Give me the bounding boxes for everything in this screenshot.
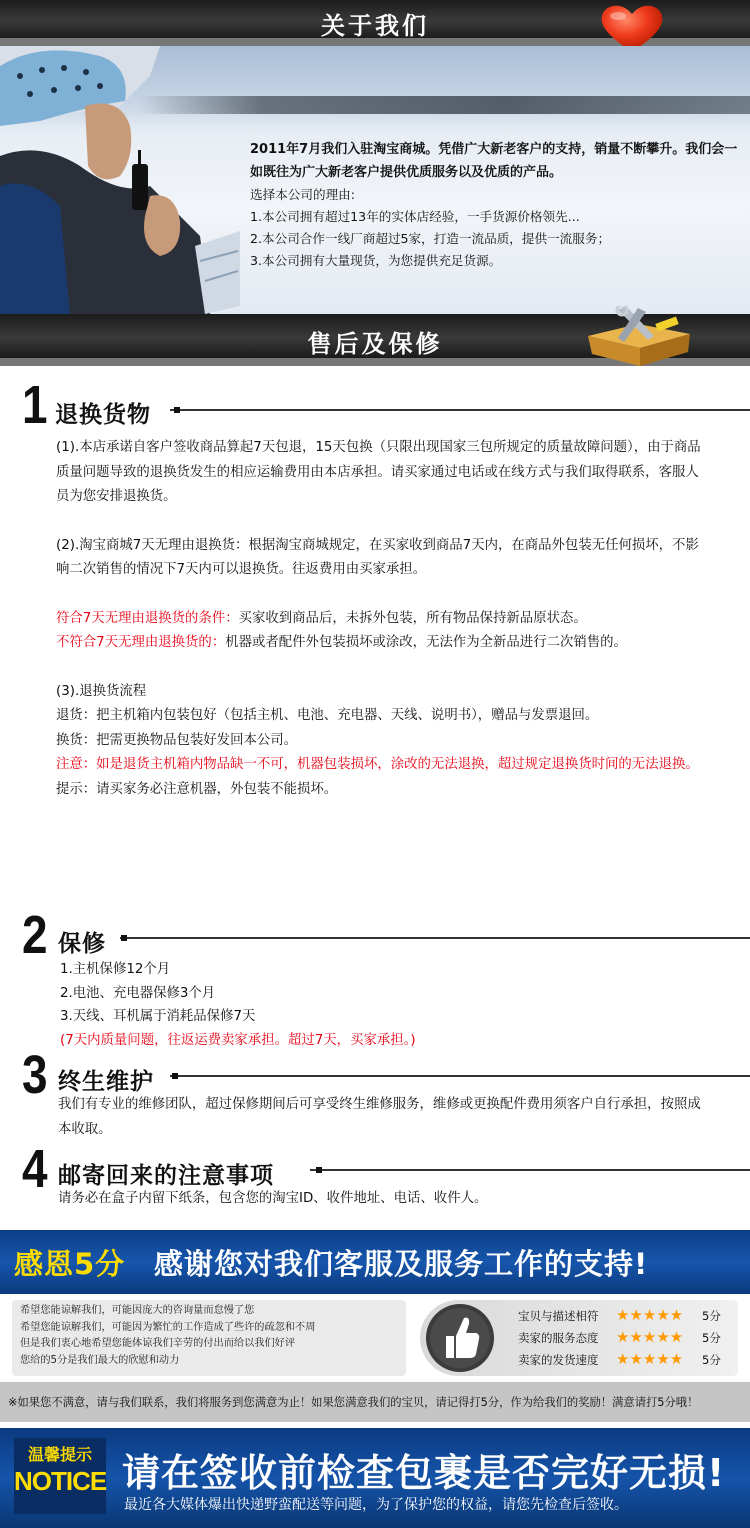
notice-badge-en: NOTICE bbox=[14, 1466, 107, 1496]
notice-badge bbox=[14, 1438, 106, 1514]
toolbox-icon bbox=[578, 306, 696, 366]
returns-policy-p1: (1).本店承诺自客户签收商品算起7天包退，15天包换（只限出现国家三包所规定的质量故障问题），由于商品质量问题导致的退换货发生的相应运输费用由本店承担。请买家通过电话或在线方式与我们取得联系，客服人员为您安排退换货。 bbox=[56, 440, 701, 504]
rating-row-description bbox=[518, 1306, 733, 1326]
notice-banner bbox=[0, 1428, 750, 1528]
warranty-note: (7天内质量问题，往返运费卖家承担。超过7天，买家承担。) bbox=[60, 1032, 416, 1048]
section-2-number: 2 bbox=[22, 905, 48, 965]
section-2-title: 保修 bbox=[58, 925, 110, 958]
star-rating-icon: ★★★★★ bbox=[616, 1350, 684, 1368]
rating-row-service bbox=[518, 1328, 733, 1348]
returns-process-exchange: 换货：把需更换物品包装好发回本公司。 bbox=[56, 732, 298, 748]
section-2-body bbox=[60, 958, 700, 1052]
section-3-body: 我们有专业的维修团队，超过保修期间后可享受终生维修服务，维修或更换配件费用须客户自行承担，按照成本收取。 bbox=[58, 1097, 701, 1137]
satisfaction-notice-strip bbox=[0, 1382, 750, 1422]
apology-line-3: 但是我们衷心地希望您能体谅我们辛劳的付出而给以我们好评 bbox=[20, 1338, 296, 1349]
reason-3: 3.本公司拥有大量现货，为您提供充足货源。 bbox=[250, 253, 502, 268]
rating-score: 5分 bbox=[702, 1353, 721, 1367]
reason-1: 1.本公司拥有超过13年的实体店经验，一手货源价格领先... bbox=[250, 209, 580, 224]
condition-no-label: 不符合7天无理由退换货的： bbox=[56, 635, 226, 650]
returns-process-note: 注意：如是退货主机箱内物品缺一不可，机器包装损坏，涂改的无法退换，超过规定退换货时间的无法退换。 bbox=[56, 757, 699, 772]
section-3-number: 3 bbox=[22, 1045, 48, 1105]
apology-line-2: 希望您能谅解我们，可能因为繁忙的工作造成了些许的疏忽和不周 bbox=[20, 1321, 316, 1333]
reasons-title: 选择本公司的理由: bbox=[250, 187, 355, 202]
notice-badge-cn: 温馨提示 bbox=[27, 1445, 92, 1464]
section-1-divider bbox=[170, 409, 750, 411]
star-rating-icon: ★★★★★ bbox=[616, 1328, 684, 1346]
rating-score: 5分 bbox=[702, 1309, 721, 1323]
notice-headline: 请在签收前检查包裹是否完好无损! bbox=[122, 1451, 726, 1495]
condition-no-text: 机器或者配件外包装损坏或涂改，无法作为全新品进行二次销售的。 bbox=[225, 635, 627, 650]
condition-ok-label: 符合7天无理由退换货的条件： bbox=[56, 610, 239, 626]
apology-line-1: 希望您能谅解我们，可能因庞大的咨询量而怠慢了您 bbox=[20, 1305, 255, 1316]
section-1-dot bbox=[174, 407, 180, 413]
section-4-body: 请务必在盒子内留下纸条，包含您的淘宝ID、收件地址、电话、收件人。 bbox=[58, 1191, 488, 1206]
rating-panel bbox=[420, 1300, 738, 1376]
thumbs-up-icon bbox=[424, 1302, 496, 1374]
thanks-banner bbox=[0, 1230, 750, 1294]
section-1-number: 1 bbox=[22, 375, 48, 435]
man-with-walkie-talkie-illustration bbox=[0, 46, 240, 314]
section-4-title: 邮寄回来的注意事项 bbox=[58, 1157, 278, 1190]
rating-row-shipping bbox=[518, 1350, 733, 1370]
about-text-block bbox=[250, 138, 745, 272]
reason-2: 2.本公司合作一线厂商超过5家，打造一流品质，提供一流服务； bbox=[250, 231, 611, 246]
thanks-highlight: 感恩5分 bbox=[14, 1247, 126, 1281]
star-rating-icon: ★★★★★ bbox=[616, 1306, 684, 1324]
about-hero-image bbox=[0, 46, 750, 314]
returns-condition-no bbox=[56, 631, 701, 656]
rating-area bbox=[0, 1294, 750, 1382]
condition-ok-text: 买家收到商品后，未拆外包装，所有物品保持新品原状态。 bbox=[238, 610, 587, 626]
section-4-divider bbox=[310, 1169, 750, 1171]
returns-process-tip: 提示：请买家务必注意机器，外包装不能损坏。 bbox=[56, 781, 338, 797]
section-2-divider bbox=[120, 937, 750, 939]
service-title: 售后及保修 bbox=[307, 330, 443, 358]
section-1-body bbox=[56, 436, 701, 802]
satisfaction-notice-text: ※如果您不满意，请与我们联系，我们将服务到您满意为止！如果您满意我们的宝贝，请记得打5分，作为给我们的奖励！满意请打5分哦！ bbox=[8, 1396, 699, 1409]
apology-box bbox=[12, 1300, 406, 1376]
about-intro: 2011年7月我们入驻淘宝商城。凭借广大新老客户的支持，销量不断攀升。我们会一如既往为广大新老客户提供优质服务以及优质的产品。 bbox=[250, 142, 738, 180]
about-title: 关于我们 bbox=[321, 12, 429, 40]
section-1-title: 退换货物 bbox=[55, 396, 155, 429]
warranty-item-1: 1.主机保修12个月 bbox=[60, 962, 171, 977]
warranty-item-2: 2.电池、充电器保修3个月 bbox=[60, 985, 216, 1001]
returns-process-title: (3).退换货流程 bbox=[56, 683, 147, 699]
section-2-dot bbox=[121, 935, 127, 941]
rating-label: 卖家的发货速度 bbox=[518, 1353, 599, 1367]
returns-policy-p2: (2).淘宝商城7天无理由退换货：根据淘宝商城规定，在买家收到商品7天内，在商品外包装无任何损坏，不影响二次销售的情况下7天内可以退换货。往返费用由买家承担。 bbox=[56, 537, 699, 577]
section-3-dot bbox=[172, 1073, 178, 1079]
section-3-title: 终生维护 bbox=[58, 1063, 158, 1096]
returns-condition-ok bbox=[56, 607, 701, 632]
rating-label: 卖家的服务态度 bbox=[518, 1331, 599, 1345]
rating-label: 宝贝与描述相符 bbox=[518, 1309, 599, 1323]
warranty-item-3: 3.天线、耳机属于消耗品保修7天 bbox=[60, 1009, 256, 1024]
notice-subline: 最近各大媒体爆出快递野蛮配送等问题，为了保护您的权益，请您先检查后签收。 bbox=[124, 1497, 628, 1513]
apology-line-4: 您给的5分是我们最大的欣慰和动力 bbox=[20, 1354, 180, 1366]
section-4-dot bbox=[316, 1167, 322, 1173]
section-3-divider bbox=[170, 1075, 750, 1077]
section-4-number: 4 bbox=[22, 1139, 48, 1199]
thanks-text: 感谢您对我们客服及服务工作的支持! bbox=[154, 1247, 649, 1281]
returns-process-return: 退货：把主机箱内包装包好（包括主机、电池、充电器、天线、说明书），赠品与发票退回。 bbox=[56, 708, 599, 723]
rating-score: 5分 bbox=[702, 1331, 721, 1345]
